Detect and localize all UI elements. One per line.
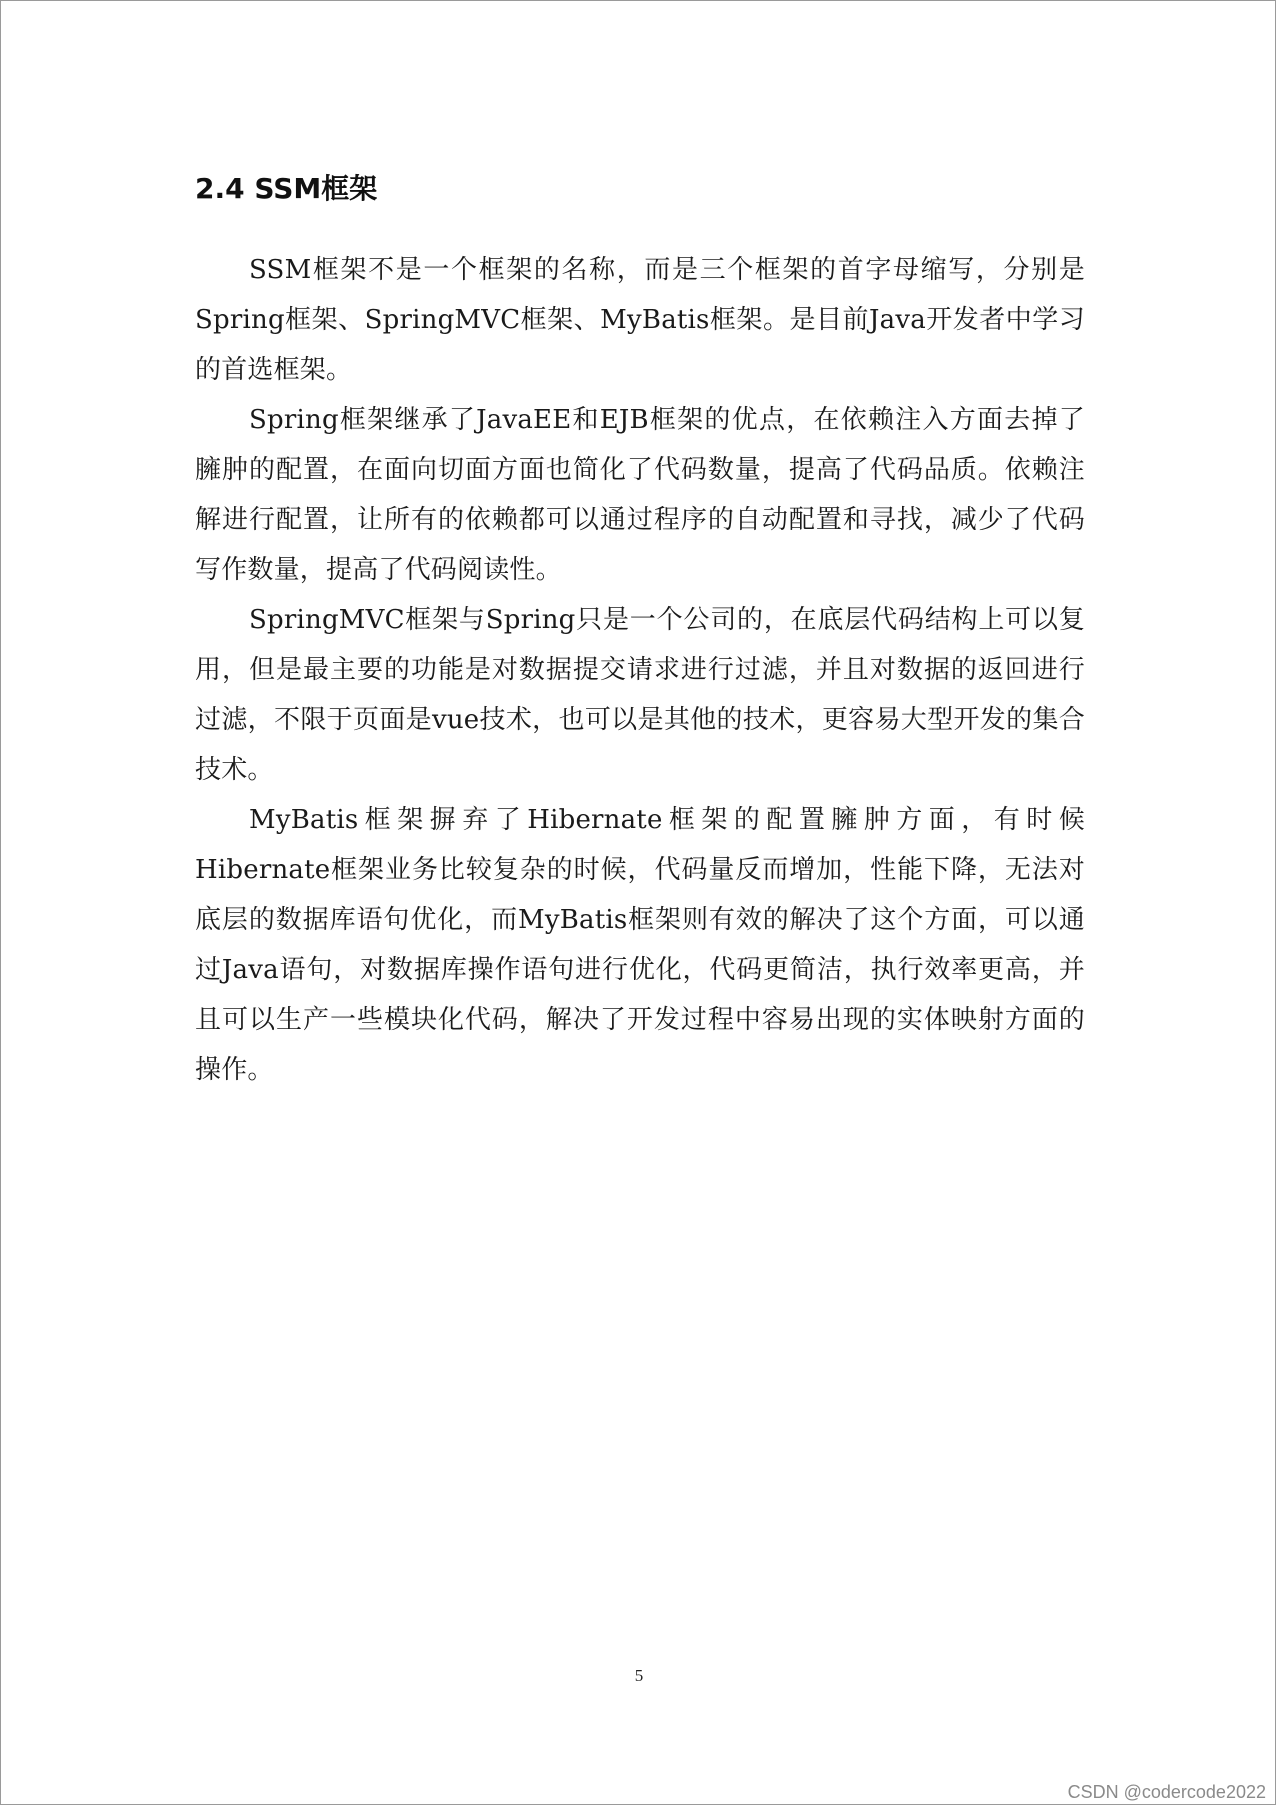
page-content bbox=[195, 161, 1085, 1095]
paragraph-mybatis: MyBatis框架摒弃了Hibernate框架的配置臃肿方面，有时候Hibernate框架业务比较复杂的时候，代码量反而增加，性能下降，无法对底层的数据库语句优化，而MyBatis框架则有效的解决了这个方面，可以通过Java语句，对数据库操作语句进行优化，代码更简洁，执行效率更高，并且可以生产一些模块化代码，解决了开发过程中容易出现的实体映射方面的操作。 bbox=[195, 805, 1085, 1085]
page-number: 5 bbox=[634, 1666, 644, 1685]
watermark: CSDN @codercode2022 bbox=[1067, 1782, 1266, 1802]
section-title: 2.4 SSM框架 bbox=[195, 172, 378, 205]
paragraph-ssm-intro: SSM框架不是一个框架的名称，而是三个框架的首字母缩写，分别是Spring框架、SpringMVC框架、MyBatis框架。是目前Java开发者中学习的首选框架。 bbox=[195, 255, 1085, 385]
paragraph-spring: Spring框架继承了JavaEE和EJB框架的优点，在依赖注入方面去掉了臃肿的配置，在面向切面方面也简化了代码数量，提高了代码品质。依赖注解进行配置，让所有的依赖都可以通过程序的自动配置和寻找，减少了代码写作数量，提高了代码阅读性。 bbox=[195, 405, 1085, 585]
paragraph-springmvc: SpringMVC框架与Spring只是一个公司的，在底层代码结构上可以复用，但是最主要的功能是对数据提交请求进行过滤，并且对数据的返回进行过滤，不限于页面是vue技术，也可以是其他的技术，更容易大型开发的集合技术。 bbox=[195, 605, 1085, 785]
